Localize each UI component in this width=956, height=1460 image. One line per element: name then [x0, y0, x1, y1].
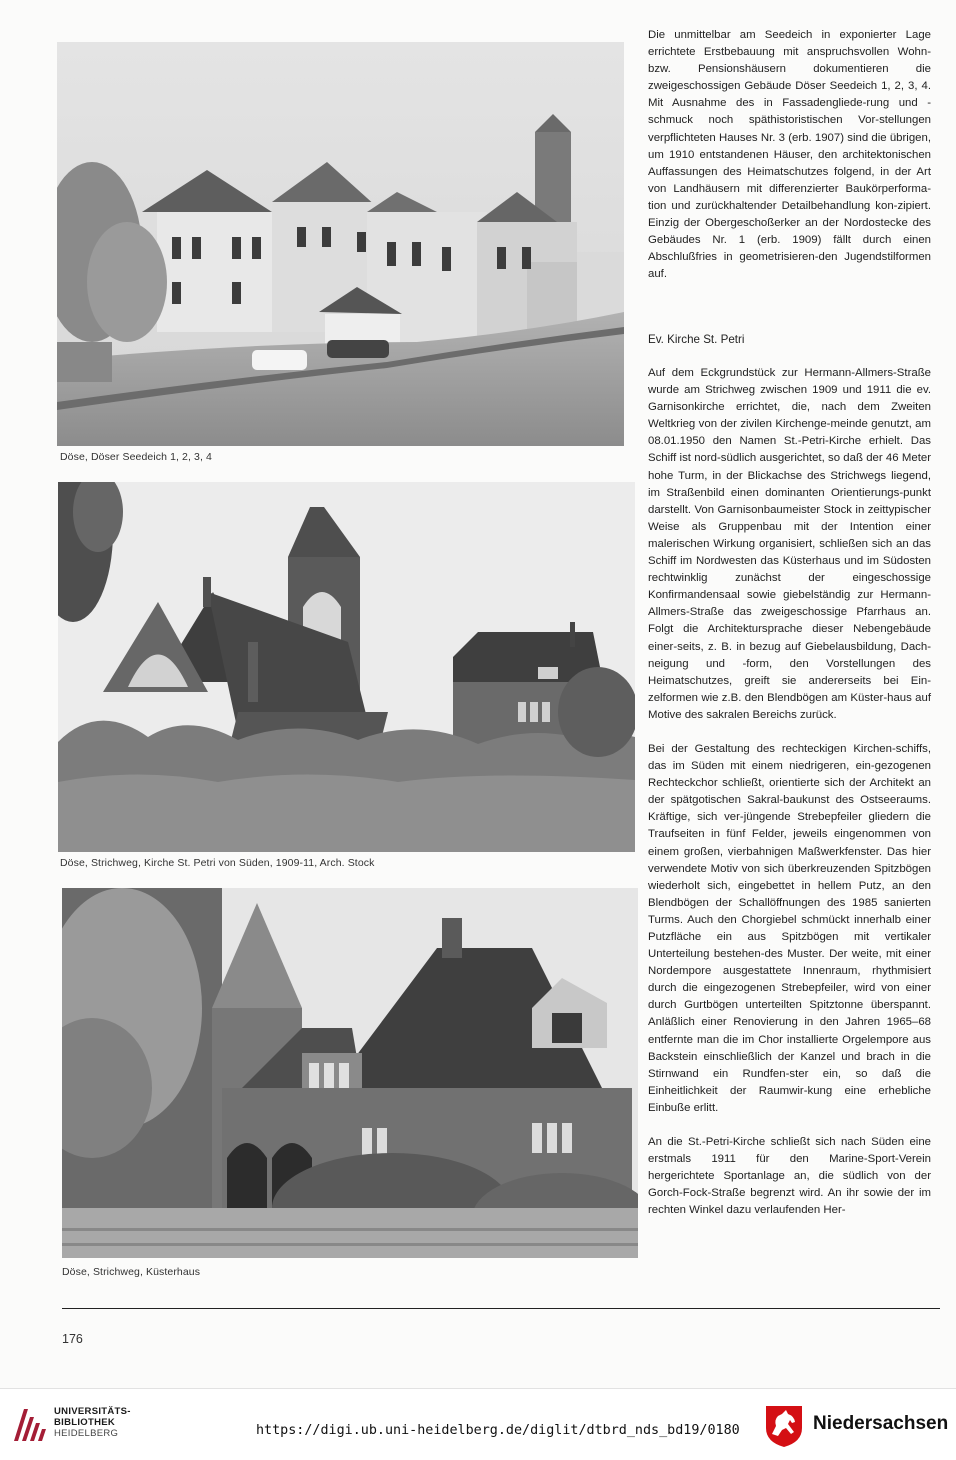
- paragraph: An die St.-Petri-Kirche schließt sich nach Süden eine erstmals 1911 für den Marine-Sport-Verein hergerichtete Sportanlage an, die südlich von der Gorch-Fock-Straße begrenzt wird. An ihr sowie der im rechten Winkel dazu verlaufenden Her-: [648, 1136, 931, 1217]
- paragraph: Auf dem Eckgrundstück zur Hermann-Allmers-Straße wurde am Strichweg zwischen 1909 und 1911 die ev. Garnisonkirche errichtet, die, nach dem Zweiten Weltkrieg von der zivilen Kirchenge-meinde genutzt, am 08.01.1950 den Namen St.-Petri-Kirche erhielt. Das Schiff ist nord-südlich ausgerichtet, so daß der 46 Meter hohe Turm, in der Blickachse des Strichwegs liegend, im Straßenbild einen dominanten Orientierungs-punkt darstellt. Von Garnisonbaumeister Stock in zeittypischer Weise als Gruppenbau mit der Intention einer malerischen Wirkung organisiert, schließen sich an das Schiff im Nordwesten das Küsterhaus und im Südosten rechtwinklig zunächst der eingeschossige Konfirmandensaal sowie giebelständig zur Hermann-Allmers-Straße das zweigeschossige Pfarrhaus an. Folgt die Architektursprache dieser Nebengebäude einer-seits, z. B. in bezug auf Giebelausbildung, Dach-neigung und -form, den Vorstellungen des Heimatschutzes, greift sie andererseits bei Ein-zelformen wie z.B. den Blendbögen am Küster-haus auf Motive des sakralen Bereichs zurück.: [648, 367, 931, 721]
- footer-rule: [62, 1308, 940, 1309]
- photo-kuesterhaus: [62, 888, 638, 1258]
- library-name-line: BIBLIOTHEK: [54, 1417, 116, 1428]
- page-number: 176: [62, 1332, 83, 1346]
- photo-church-st-petri: [58, 482, 635, 852]
- digitization-footer: [0, 1388, 956, 1460]
- state-name: Niedersachsen: [813, 1413, 949, 1434]
- university-library-logo-icon: [10, 1403, 50, 1445]
- photo-seedeich-houses: [57, 42, 624, 446]
- paragraph: Bei der Gestaltung des rechteckigen Kirchen-schiffs, das im Süden mit einem niedrigeren, ein-gezogenen Rechteckchor schließt, orientierte sich der Architekt an der spätgotischen Sakral-baukunst des Ostseeraums. Kräftige, sich ver-jüngende Strebepfeiler gliedern die Traufseiten in fünf Felder, jeweils eingenommen von einem großen, vierbahnigen Maßwerkfenster. Das hier verwendete Motiv von sich überkreuzenden Spitzbögen wiederholt sich, eingebettet in hellem Putz, an den Blendbögen der Schallöffnungen des 1985 sanierten Turms. Auch den Chorgiebel schmückt innerhalb einer Putzfläche ein aus Spitzbögen mit vertikaler Unterteilung bestehen-des Muster. Der weite, mit einer Nordempore ausgestattete Innenraum, rhythmisiert durch die eingezogenen Strebepfeiler, wird von einer durch Gurtbögen unterteilten Spitztonne überspannt. Anläßlich einer Renovierung in den Jahren 1965–68 entfernte man die im Chor installierte Orgelempore aus Backstein einschließlich der Kanzel und brach in die Stirnwand ein Rundfen-ster ein, so daß die Einheitlichkeit der Raumwir-kung eine erhebliche Einbuße erlitt.: [648, 742, 931, 1114]
- paragraph: Die unmittelbar am Seedeich in exponierter Lage errichtete Erstbebauung mit anspruchsvollen Wohn- bzw. Pensionshäusern dokumentieren die zweigeschossigen Gebäude Döser Seedeich 1, 2, 3, 4. Mit Ausnahme des in Fassadengliede-rung und -schmuck noch späthistoristischen Vor-stellungen verpflichteten Hauses Nr. 3 (erb. 1907) sind die übrigen, um 1910 entstandenen Häuser, den architektonischen Auffassungen des Heimatschutzes folgend, in der Art von Landhäusern mit differenzierter Baukörperforma-tion und zurückhaltender Detailbehandlung kon-zipiert. Einzig der Obergeschoßerker an der Nordostecke des Gebäudes Nr. 1 (erb. 1909) fällt durch einen Abschlußfries in geometrisieren-den Jugendstilformen auf.: [648, 29, 931, 281]
- text-block-top: [648, 27, 931, 283]
- niedersachsen-horse-crest-icon: [764, 1404, 804, 1448]
- library-name-line: UNIVERSITÄTS-: [54, 1406, 131, 1417]
- photo-caption: Döse, Döser Seedeich 1, 2, 3, 4: [60, 451, 212, 463]
- section-heading: Ev. Kirche St. Petri: [648, 333, 745, 346]
- photo-caption: Döse, Strichweg, Küsterhaus: [62, 1266, 201, 1278]
- text-block-main: [648, 365, 931, 1220]
- university-library-name: [54, 1406, 131, 1439]
- photo-caption: Döse, Strichweg, Kirche St. Petri von Süden, 1909-11, Arch. Stock: [60, 857, 375, 869]
- permalink-url[interactable]: https://digi.ub.uni-heidelberg.de/diglit/dtbrd_nds_bd19/0180: [256, 1423, 740, 1438]
- library-city: HEIDELBERG: [54, 1428, 119, 1439]
